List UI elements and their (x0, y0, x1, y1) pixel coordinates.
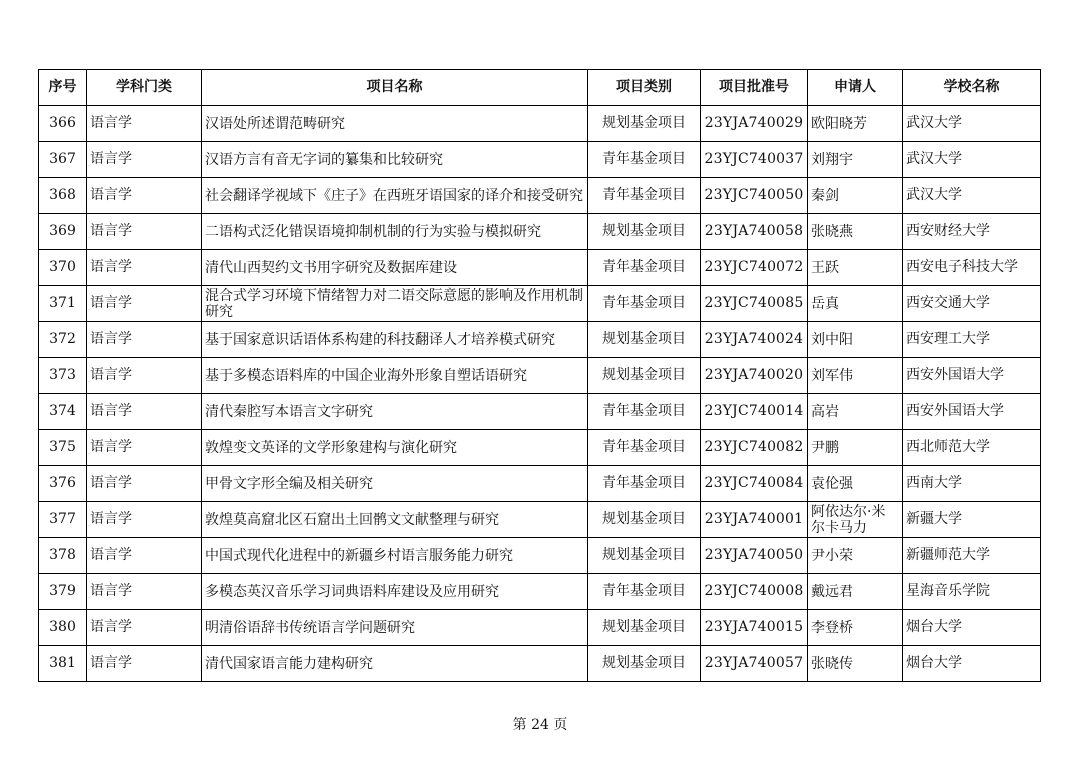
cell-title: 明清俗语辞书传统语言学问题研究 (202, 610, 588, 646)
cell-code: 23YJA740015 (701, 610, 808, 646)
header-no: 序号 (39, 70, 87, 106)
cell-applicant: 袁伦强 (808, 466, 903, 502)
cell-code: 23YJA740050 (701, 538, 808, 574)
header-school: 学校名称 (903, 70, 1041, 106)
header-title: 项目名称 (202, 70, 588, 106)
cell-category: 青年基金项目 (588, 394, 701, 430)
cell-category: 青年基金项目 (588, 430, 701, 466)
cell-discipline: 语言学 (87, 574, 202, 610)
cell-code: 23YJC740008 (701, 574, 808, 610)
cell-no: 379 (39, 574, 87, 610)
header-applicant: 申请人 (808, 70, 903, 106)
cell-category: 规划基金项目 (588, 214, 701, 250)
table-row (39, 538, 1041, 574)
cell-applicant: 王跃 (808, 250, 903, 286)
cell-school: 武汉大学 (903, 142, 1041, 178)
cell-applicant: 李登桥 (808, 610, 903, 646)
cell-school: 西安交通大学 (903, 286, 1041, 322)
cell-applicant: 高岩 (808, 394, 903, 430)
cell-category: 青年基金项目 (588, 574, 701, 610)
cell-discipline: 语言学 (87, 178, 202, 214)
cell-school: 新疆大学 (903, 502, 1041, 538)
cell-title: 甲骨文字形全编及相关研究 (202, 466, 588, 502)
cell-no: 375 (39, 430, 87, 466)
cell-school: 西安外国语大学 (903, 394, 1041, 430)
cell-discipline: 语言学 (87, 214, 202, 250)
cell-school: 星海音乐学院 (903, 574, 1041, 610)
cell-applicant: 张晓燕 (808, 214, 903, 250)
cell-no: 381 (39, 646, 87, 682)
cell-no: 377 (39, 502, 87, 538)
table-row (39, 322, 1041, 358)
table-row (39, 574, 1041, 610)
cell-applicant: 阿依达尔·米尔卡马力 (808, 502, 903, 538)
table-row (39, 142, 1041, 178)
cell-school: 西南大学 (903, 466, 1041, 502)
cell-no: 368 (39, 178, 87, 214)
header-discipline: 学科门类 (87, 70, 202, 106)
table-header-row (39, 70, 1041, 106)
cell-category: 规划基金项目 (588, 358, 701, 394)
cell-no: 371 (39, 286, 87, 322)
cell-school: 西安电子科技大学 (903, 250, 1041, 286)
cell-code: 23YJA740057 (701, 646, 808, 682)
cell-discipline: 语言学 (87, 286, 202, 322)
cell-no: 378 (39, 538, 87, 574)
cell-discipline: 语言学 (87, 538, 202, 574)
cell-code: 23YJC740085 (701, 286, 808, 322)
cell-code: 23YJA740024 (701, 322, 808, 358)
cell-no: 376 (39, 466, 87, 502)
cell-category: 青年基金项目 (588, 250, 701, 286)
cell-applicant: 欧阳晓芳 (808, 106, 903, 142)
cell-discipline: 语言学 (87, 610, 202, 646)
cell-category: 青年基金项目 (588, 286, 701, 322)
cell-code: 23YJA740029 (701, 106, 808, 142)
cell-applicant: 刘军伟 (808, 358, 903, 394)
cell-code: 23YJC740050 (701, 178, 808, 214)
cell-code: 23YJC740084 (701, 466, 808, 502)
cell-applicant: 刘翔宇 (808, 142, 903, 178)
cell-discipline: 语言学 (87, 430, 202, 466)
cell-applicant: 秦剑 (808, 178, 903, 214)
cell-title: 敦煌莫高窟北区石窟出土回鹘文文献整理与研究 (202, 502, 588, 538)
cell-title: 汉语方言有音无字词的纂集和比较研究 (202, 142, 588, 178)
project-table (38, 69, 1041, 682)
cell-school: 西安外国语大学 (903, 358, 1041, 394)
cell-code: 23YJC740082 (701, 430, 808, 466)
cell-code: 23YJA740020 (701, 358, 808, 394)
table-row (39, 394, 1041, 430)
table-row (39, 106, 1041, 142)
cell-school: 西安财经大学 (903, 214, 1041, 250)
cell-school: 武汉大学 (903, 106, 1041, 142)
cell-code: 23YJA740001 (701, 502, 808, 538)
cell-code: 23YJC740037 (701, 142, 808, 178)
cell-title: 混合式学习环境下情绪智力对二语交际意愿的影响及作用机制研究 (202, 286, 588, 322)
table-row (39, 250, 1041, 286)
header-code: 项目批准号 (701, 70, 808, 106)
cell-school: 武汉大学 (903, 178, 1041, 214)
cell-category: 规划基金项目 (588, 502, 701, 538)
cell-category: 规划基金项目 (588, 646, 701, 682)
cell-title: 基于国家意识话语体系构建的科技翻译人才培养模式研究 (202, 322, 588, 358)
cell-title: 清代秦腔写本语言文字研究 (202, 394, 588, 430)
cell-no: 370 (39, 250, 87, 286)
cell-category: 青年基金项目 (588, 466, 701, 502)
table-row (39, 214, 1041, 250)
cell-category: 青年基金项目 (588, 178, 701, 214)
cell-discipline: 语言学 (87, 358, 202, 394)
cell-discipline: 语言学 (87, 142, 202, 178)
cell-school: 烟台大学 (903, 646, 1041, 682)
cell-code: 23YJA740058 (701, 214, 808, 250)
cell-discipline: 语言学 (87, 466, 202, 502)
cell-no: 372 (39, 322, 87, 358)
cell-discipline: 语言学 (87, 394, 202, 430)
cell-discipline: 语言学 (87, 322, 202, 358)
table-row (39, 430, 1041, 466)
cell-discipline: 语言学 (87, 646, 202, 682)
project-table-container (38, 69, 1041, 682)
cell-applicant: 尹鹏 (808, 430, 903, 466)
cell-applicant: 戴远君 (808, 574, 903, 610)
cell-category: 规划基金项目 (588, 322, 701, 358)
table-row (39, 610, 1041, 646)
cell-school: 烟台大学 (903, 610, 1041, 646)
cell-school: 西北师范大学 (903, 430, 1041, 466)
cell-no: 374 (39, 394, 87, 430)
table-row (39, 466, 1041, 502)
cell-title: 二语构式泛化错误语境抑制机制的行为实验与模拟研究 (202, 214, 588, 250)
table-row (39, 646, 1041, 682)
cell-code: 23YJC740072 (701, 250, 808, 286)
cell-school: 新疆师范大学 (903, 538, 1041, 574)
cell-applicant: 尹小荣 (808, 538, 903, 574)
cell-applicant: 岳真 (808, 286, 903, 322)
table-row (39, 286, 1041, 322)
cell-title: 敦煌变文英译的文学形象建构与演化研究 (202, 430, 588, 466)
cell-category: 青年基金项目 (588, 142, 701, 178)
page-number: 第 24 页 (512, 717, 568, 733)
cell-category: 规划基金项目 (588, 610, 701, 646)
cell-category: 规划基金项目 (588, 538, 701, 574)
cell-title: 中国式现代化进程中的新疆乡村语言服务能力研究 (202, 538, 588, 574)
cell-title: 社会翻译学视域下《庄子》在西班牙语国家的译介和接受研究 (202, 178, 588, 214)
cell-title: 清代国家语言能力建构研究 (202, 646, 588, 682)
cell-title: 多模态英汉音乐学习词典语料库建设及应用研究 (202, 574, 588, 610)
cell-no: 367 (39, 142, 87, 178)
table-row (39, 502, 1041, 538)
table-row (39, 358, 1041, 394)
cell-no: 369 (39, 214, 87, 250)
cell-no: 380 (39, 610, 87, 646)
cell-applicant: 刘中阳 (808, 322, 903, 358)
cell-title: 基于多模态语料库的中国企业海外形象自塑话语研究 (202, 358, 588, 394)
cell-discipline: 语言学 (87, 250, 202, 286)
cell-no: 373 (39, 358, 87, 394)
cell-applicant: 张晓传 (808, 646, 903, 682)
header-category: 项目类别 (588, 70, 701, 106)
cell-category: 规划基金项目 (588, 106, 701, 142)
cell-discipline: 语言学 (87, 106, 202, 142)
cell-no: 366 (39, 106, 87, 142)
cell-discipline: 语言学 (87, 502, 202, 538)
cell-code: 23YJC740014 (701, 394, 808, 430)
cell-title: 汉语处所述谓范畴研究 (202, 106, 588, 142)
table-row (39, 178, 1041, 214)
cell-school: 西安理工大学 (903, 322, 1041, 358)
cell-title: 清代山西契约文书用字研究及数据库建设 (202, 250, 588, 286)
